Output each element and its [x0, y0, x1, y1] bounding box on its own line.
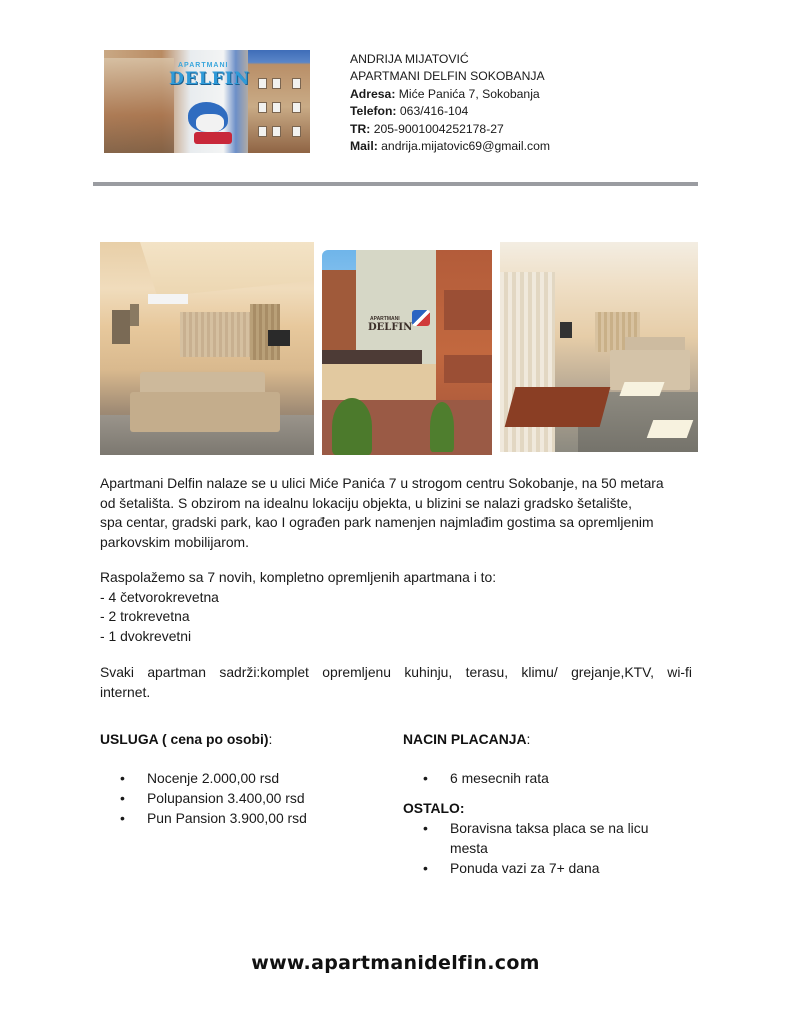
payment-heading-text: NACIN PLACANJA [403, 731, 527, 747]
logo-image [104, 50, 310, 153]
dolphin-belly-graphic [196, 114, 224, 132]
availability-line: - 1 dvokrevetni [100, 627, 192, 644]
sunlight-graphic [647, 420, 694, 438]
website-link[interactable]: www.apartmanidelfin.com [251, 952, 540, 974]
account-value: 205-9001004252178-27 [373, 121, 504, 136]
building-left-graphic [104, 58, 174, 153]
availability-line: - 2 trokrevetna [100, 608, 190, 625]
availability-paragraph [100, 568, 692, 646]
business-name: APARTMANI DELFIN SOKOBANJA [350, 69, 545, 84]
building-exterior-photo [322, 250, 492, 455]
wall-art-graphic [112, 310, 130, 344]
bedroom-photo [100, 242, 314, 455]
intro-line: od šetališta. S obzirom na idealnu lokaciju objekta, u blizini se nalazi gradsko šetalište, [100, 494, 632, 511]
chair-graphic [194, 132, 232, 144]
sunlight-graphic [619, 382, 664, 396]
mail-line [350, 138, 550, 155]
payment-heading [403, 731, 530, 747]
air-conditioner-graphic [148, 294, 188, 304]
header-divider [93, 182, 698, 186]
balcony-graphic [444, 290, 492, 330]
mail-label: Mail: [350, 139, 378, 154]
payment-item: • 6 mesecnih rata [403, 768, 683, 788]
payment-heading-colon: : [526, 731, 531, 747]
building-right-graphic [248, 50, 310, 153]
intro-line: Apartmani Delfin nalaze se u ulici Miće Panića 7 u strogom centru Sokobanje, na 50 metara [100, 475, 664, 491]
services-heading [100, 731, 272, 747]
service-item: • Pun Pansion 3.900,00 rsd [100, 808, 380, 828]
wall-art-graphic [130, 304, 139, 326]
dolphin-logo-icon [412, 310, 430, 326]
phone-label: Telefon: [350, 104, 397, 119]
payment-list [403, 768, 683, 788]
intro-paragraph [100, 474, 692, 552]
contact-block [350, 51, 550, 155]
mail-value: andrija.mijatovic69@gmail.com [381, 139, 550, 154]
owner-name: ANDRIJA MIJATOVIĆ [350, 52, 469, 66]
tree-graphic [332, 398, 372, 455]
address-line [350, 86, 550, 103]
services-heading-text: USLUGA ( cena po osobi) [100, 731, 269, 747]
address-value: Miće Panića 7, Sokobanja [398, 86, 540, 101]
account-label: TR: [350, 121, 371, 136]
amenities-paragraph [100, 663, 692, 702]
services-list [100, 768, 380, 828]
intro-line: parkovskim mobilijarom. [100, 533, 249, 550]
phone-line [350, 103, 550, 120]
tv-graphic [560, 322, 572, 338]
intro-line: spa centar, gradski park, kao I ograđen park namenjen najmlađim gostima sa opremljenim [100, 514, 654, 531]
other-item: • Boravisna taksa placa se na licu mesta [403, 818, 673, 858]
service-item: • Polupansion 3.400,00 rsd [100, 788, 380, 808]
account-line [350, 121, 550, 138]
other-heading: OSTALO: [403, 800, 465, 816]
bed-graphic [130, 392, 280, 432]
phone-value: 063/416-104 [399, 104, 469, 119]
amenities-line: Svaki apartman sadrži:komplet opremljenu kuhinju, terasu, klimu/ grejanje,KTV, wi-fi [100, 664, 692, 680]
tree-graphic [430, 402, 454, 452]
tv-graphic [268, 330, 290, 346]
building-sign-main: DELFIN [368, 322, 413, 333]
service-item: • Nocenje 2.000,00 rsd [100, 768, 380, 788]
availability-line: Raspolažemo sa 7 novih, kompletno opremljenih apartmana i to: [100, 569, 497, 585]
address-label: Adresa: [350, 86, 396, 101]
apartment-interior-photo [500, 242, 698, 452]
balcony-graphic [444, 355, 492, 383]
amenities-line: internet. [100, 683, 151, 700]
building-sign-small: APARTMANI [370, 316, 400, 322]
logo-brand-main: DELFIN [169, 69, 251, 89]
logo-brand-small: APARTMANI [178, 62, 229, 69]
roof-graphic [322, 350, 422, 364]
other-list [403, 818, 673, 878]
table-graphic [505, 387, 611, 427]
window-blinds-graphic [180, 312, 250, 357]
availability-line: - 4 četvorokrevetna [100, 588, 219, 605]
other-item: • Ponuda vazi za 7+ dana [403, 858, 673, 878]
services-heading-colon: : [268, 731, 273, 747]
